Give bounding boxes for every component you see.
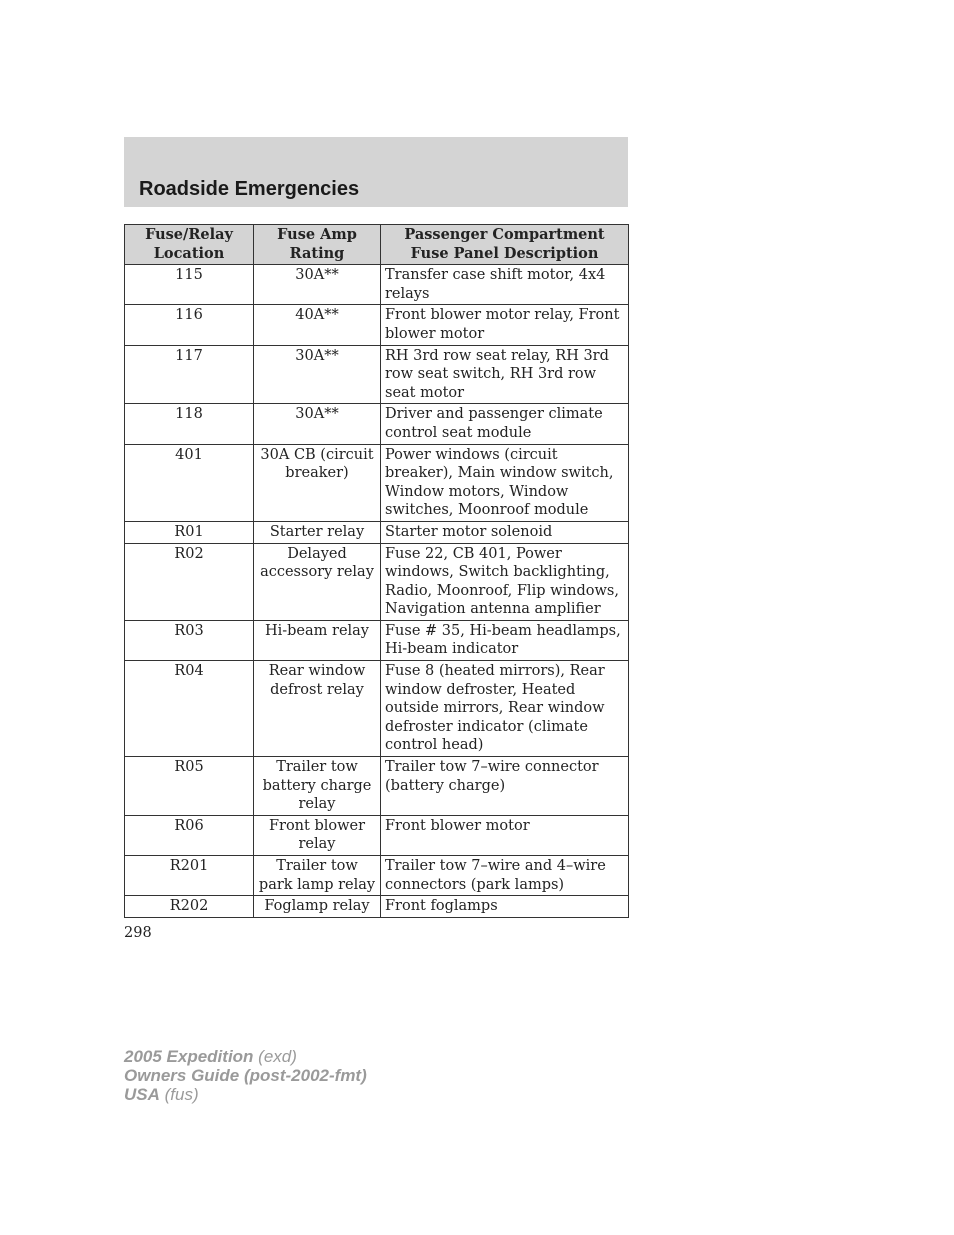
cell-location: R03 xyxy=(125,620,254,660)
cell-amp-rating: 30A** xyxy=(254,265,381,305)
cell-location: R02 xyxy=(125,543,254,620)
footer-line-model xyxy=(124,1047,367,1066)
cell-amp-rating: Rear window defrost relay xyxy=(254,661,381,757)
cell-description: Starter motor solenoid xyxy=(381,521,629,543)
cell-amp-rating: Delayed accessory relay xyxy=(254,543,381,620)
fuse-table xyxy=(124,224,629,918)
cell-amp-rating: Foglamp relay xyxy=(254,896,381,918)
column-header-amp-rating: Fuse Amp Rating xyxy=(254,225,381,265)
cell-description: Power windows (circuit breaker), Main window switch, Window motors, Window switches, Moonroof module xyxy=(381,444,629,521)
table-row xyxy=(125,896,629,918)
table-row xyxy=(125,620,629,660)
table-row xyxy=(125,404,629,444)
cell-location: R05 xyxy=(125,757,254,816)
cell-amp-rating: Trailer tow park lamp relay xyxy=(254,856,381,896)
cell-amp-rating: 30A** xyxy=(254,404,381,444)
cell-description: Driver and passenger climate control seat module xyxy=(381,404,629,444)
cell-location: R01 xyxy=(125,521,254,543)
cell-description: Front foglamps xyxy=(381,896,629,918)
cell-location: R202 xyxy=(125,896,254,918)
page-number: 298 xyxy=(124,925,152,941)
cell-location: 115 xyxy=(125,265,254,305)
cell-amp-rating: Trailer tow battery charge relay xyxy=(254,757,381,816)
footer-model-code: (exd) xyxy=(258,1047,297,1066)
column-header-description: Passenger Compartment Fuse Panel Description xyxy=(381,225,629,265)
table-row xyxy=(125,305,629,345)
footer-model: 2005 Expedition xyxy=(124,1047,254,1066)
cell-description: Front blower motor xyxy=(381,815,629,855)
table-row xyxy=(125,265,629,305)
document-footer xyxy=(124,1047,367,1104)
cell-amp-rating: 30A CB (circuit breaker) xyxy=(254,444,381,521)
footer-line-guide xyxy=(124,1066,367,1085)
cell-location: 116 xyxy=(125,305,254,345)
cell-description: Fuse 8 (heated mirrors), Rear window defroster, Heated outside mirrors, Rear window defroster indicator (climate control head) xyxy=(381,661,629,757)
table-row xyxy=(125,757,629,816)
table-row xyxy=(125,661,629,757)
cell-description: Trailer tow 7–wire connector (battery charge) xyxy=(381,757,629,816)
cell-description: Fuse 22, CB 401, Power windows, Switch backlighting, Radio, Moonroof, Flip windows, Navigation antenna amplifier xyxy=(381,543,629,620)
cell-location: 401 xyxy=(125,444,254,521)
table-row xyxy=(125,856,629,896)
footer-line-market xyxy=(124,1085,367,1104)
table-row xyxy=(125,543,629,620)
footer-guide: Owners Guide (post-2002-fmt) xyxy=(124,1066,367,1085)
table-row xyxy=(125,521,629,543)
cell-description: Transfer case shift motor, 4x4 relays xyxy=(381,265,629,305)
cell-description: Trailer tow 7–wire and 4–wire connectors (park lamps) xyxy=(381,856,629,896)
cell-amp-rating: 30A** xyxy=(254,345,381,404)
cell-description: Front blower motor relay, Front blower motor xyxy=(381,305,629,345)
cell-amp-rating: Starter relay xyxy=(254,521,381,543)
cell-location: R201 xyxy=(125,856,254,896)
column-header-location: Fuse/Relay Location xyxy=(125,225,254,265)
section-title: Roadside Emergencies xyxy=(139,178,360,200)
table-header-row xyxy=(125,225,629,265)
cell-amp-rating: Front blower relay xyxy=(254,815,381,855)
table-row xyxy=(125,345,629,404)
table-row xyxy=(125,815,629,855)
cell-location: 118 xyxy=(125,404,254,444)
cell-location: 117 xyxy=(125,345,254,404)
table-row xyxy=(125,444,629,521)
cell-location: R06 xyxy=(125,815,254,855)
cell-amp-rating: 40A** xyxy=(254,305,381,345)
cell-location: R04 xyxy=(125,661,254,757)
cell-description: Fuse # 35, Hi-beam headlamps, Hi-beam indicator xyxy=(381,620,629,660)
cell-amp-rating: Hi-beam relay xyxy=(254,620,381,660)
footer-market: USA xyxy=(124,1085,160,1104)
cell-description: RH 3rd row seat relay, RH 3rd row seat switch, RH 3rd row seat motor xyxy=(381,345,629,404)
footer-market-code: (fus) xyxy=(164,1085,199,1104)
section-header-band xyxy=(124,137,628,207)
